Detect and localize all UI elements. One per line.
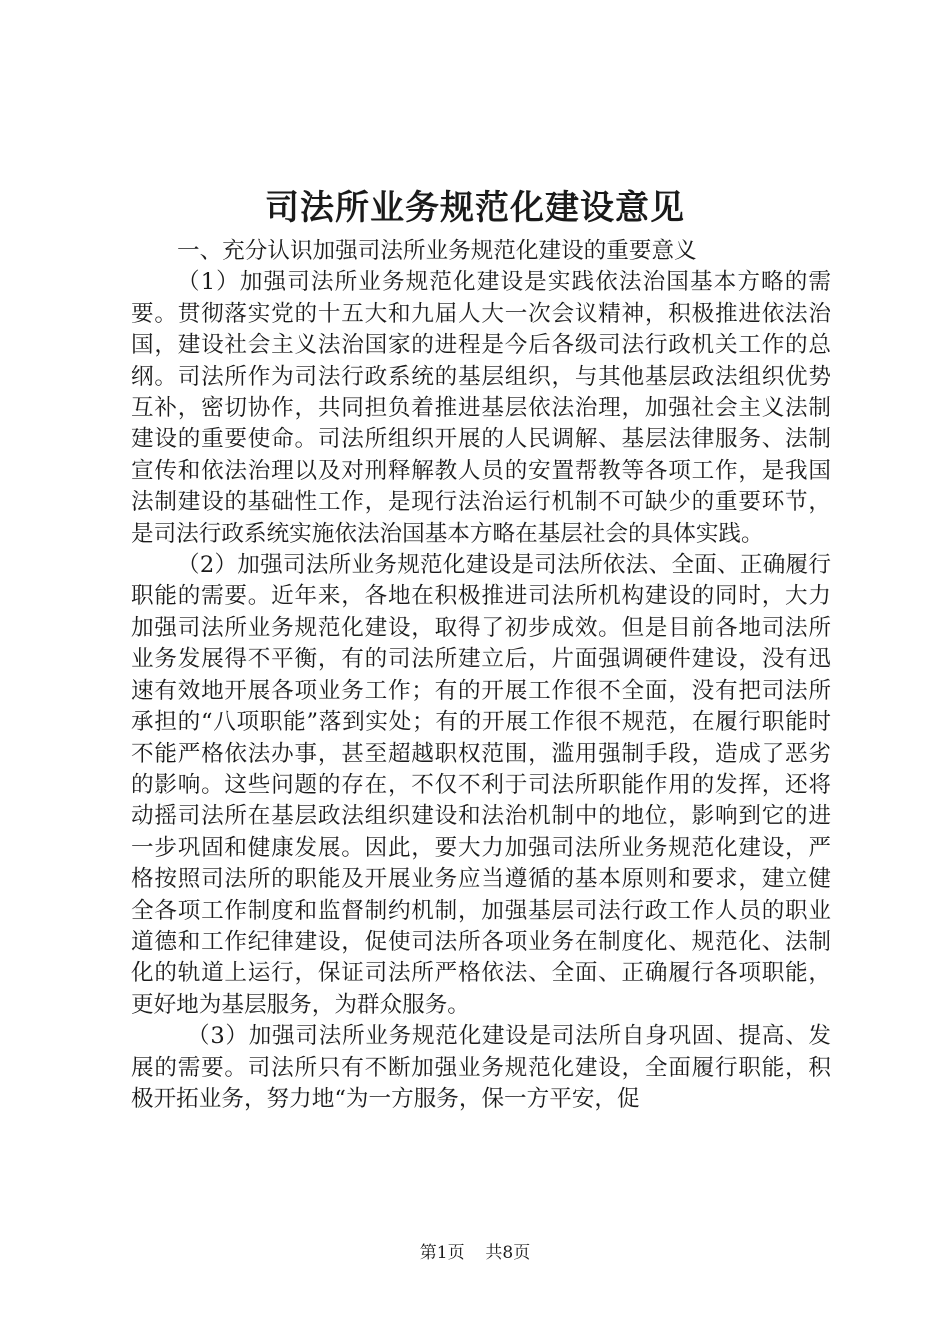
document-body xyxy=(131,236,831,1115)
document-title: 司法所业务规范化建设意见 xyxy=(265,188,685,228)
section-heading: 一、充分认识加强司法所业务规范化建设的重要意义 xyxy=(177,238,697,264)
page-footer xyxy=(0,1241,950,1265)
paragraph-2: （2）加强司法所业务规范化建设是司法所依法、全面、正确履行职能的需要。近年来，各地在积极推进司法所机构建设的同时，大力加强司法所业务规范化建设，取得了初步成效。但是目前各地司法所业务发展得不平衡，有的司法所建立后，片面强调硬件建设，没有迅速有效地开展各项业务工作；有的开展工作很不全面，没有把司法所承担的“八项职能”落到实处；有的开展工作很不规范，在履行职能时不能严格依法办事，甚至超越职权范围，滥用强制手段，造成了恶劣的影响。这些问题的存在，不仅不利于司法所职能作用的发挥，还将动摇司法所在基层政法组织建设和法治机制中的地位，影响到它的进一步巩固和健康发展。因此，要大力加强司法所业务规范化建设，严格按照司法所的职能及开展业务应当遵循的基本原则和要求，建立健全各项工作制度和监督制约机制，加强基层司法行政工作人员的职业道德和工作纪律建设，促使司法所各项业务在制度化、规范化、法制化的轨道上运行，保证司法所严格依法、全面、正确履行各项职能，更好地为基层服务，为群众服务。 xyxy=(131,552,831,1018)
page-number: 第1页 xyxy=(419,1243,465,1263)
paragraph-3: （3）加强司法所业务规范化建设是司法所自身巩固、提高、发展的需要。司法所只有不断加强业务规范化建设，全面履行职能，积极开拓业务，努力地“为一方服务，保一方平安，促 xyxy=(131,1023,831,1112)
page-total: 共8页 xyxy=(485,1243,531,1263)
paragraph-1: （1）加强司法所业务规范化建设是实践依法治国基本方略的需要。贯彻落实党的十五大和九届人大一次会议精神，积极推进依法治国，建设社会主义法治国家的进程是今后各级司法行政机关工作的总纲。司法所作为司法行政系统的基层组织，与其他基层政法组织优势互补，密切协作，共同担负着推进基层依法治理，加强社会主义法制建设的重要使命。司法所组织开展的人民调解、基层法律服务、法制宣传和依法治理以及对刑释解教人员的安置帮教等各项工作，是我国法制建设的基础性工作，是现行法治运行机制不可缺少的重要环节，是司法行政系统实施依法治国基本方略在基层社会的具体实践。 xyxy=(131,269,831,547)
